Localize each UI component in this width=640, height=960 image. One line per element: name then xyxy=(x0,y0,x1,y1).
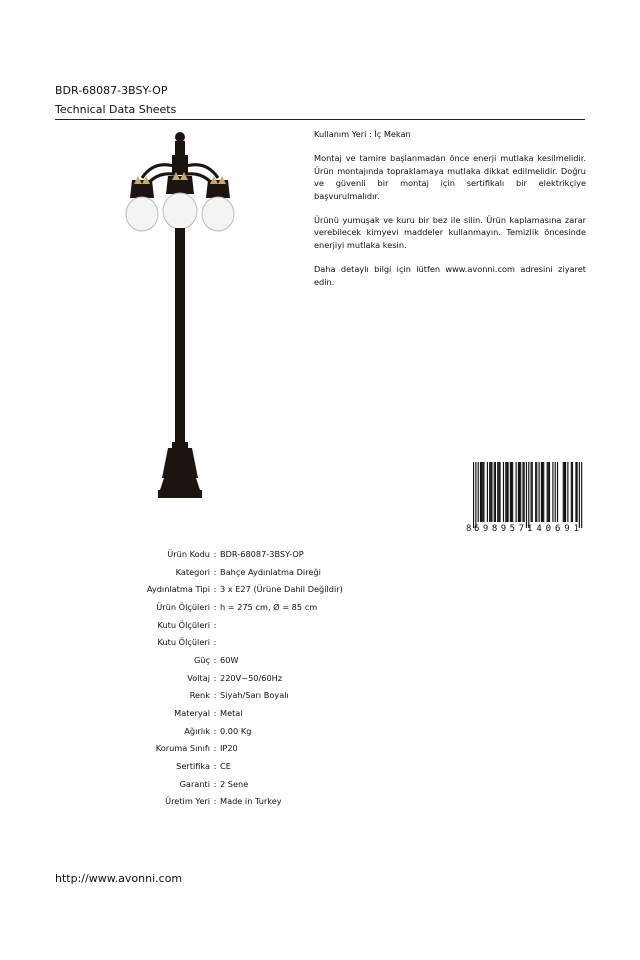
spec-label: Güç xyxy=(193,654,210,665)
barcode-bar xyxy=(508,462,509,522)
header-divider xyxy=(55,119,585,120)
spec-separator: : xyxy=(213,761,217,772)
spec-separator: : xyxy=(213,672,217,683)
barcode-bar xyxy=(491,462,492,522)
usage-location: Kullanım Yeri : İç Mekan xyxy=(314,129,411,139)
barcode-bar xyxy=(581,462,582,528)
barcode-bar xyxy=(506,462,507,522)
barcode-bar xyxy=(552,462,553,522)
barcode-bar xyxy=(511,462,512,522)
spec-label: Voltaj xyxy=(187,672,210,683)
spec-separator: : xyxy=(213,566,217,577)
barcode-bar xyxy=(483,462,484,522)
barcode-bar xyxy=(489,462,490,522)
barcode-bar xyxy=(555,462,556,522)
info-text-block xyxy=(314,128,586,300)
spec-value: Metal xyxy=(220,708,243,719)
spec-value: h = 275 cm, Ø = 85 cm xyxy=(220,601,318,612)
barcode-bar xyxy=(547,462,548,522)
website-paragraph: Daha detaylı bilgi için lütfen www.avonni.com adresini ziyaret edin. xyxy=(314,264,586,287)
spec-row xyxy=(110,704,420,722)
spec-label: Üretim Yeri xyxy=(165,796,210,807)
barcode-bar xyxy=(494,462,495,522)
barcode-bar xyxy=(473,462,474,528)
barcode-bar xyxy=(557,462,558,522)
spec-label: Sertifika xyxy=(176,761,210,772)
spec-value: 0.00 Kg xyxy=(220,725,252,736)
barcode-digit-first: 8 xyxy=(466,524,472,534)
spec-separator: : xyxy=(213,708,217,719)
barcode-bar xyxy=(528,462,529,528)
spec-separator: : xyxy=(213,601,217,612)
spec-value: IP20 xyxy=(220,743,238,754)
lamp-head-left xyxy=(126,176,158,231)
lamp-head-center xyxy=(163,172,197,229)
barcode-bar xyxy=(481,462,482,522)
barcode-bar xyxy=(577,462,578,522)
spec-separator: : xyxy=(213,637,217,648)
barcode-bar xyxy=(503,462,504,522)
spec-separator: : xyxy=(213,690,217,701)
barcode-bar xyxy=(520,462,521,522)
spec-value: Made in Turkey xyxy=(220,796,282,807)
lamp-finial xyxy=(172,132,188,175)
spec-label: Garanti xyxy=(179,778,210,789)
spec-label: Ağırlık xyxy=(184,725,210,736)
spec-row xyxy=(110,633,420,651)
barcode-bar xyxy=(512,462,513,522)
barcode-bar xyxy=(536,462,537,522)
spec-separator: : xyxy=(213,548,217,559)
spec-row xyxy=(110,740,420,758)
barcode-bar xyxy=(543,462,544,522)
barcode-bar xyxy=(516,462,517,522)
spec-row xyxy=(110,598,420,616)
header-product-code: BDR-68087-3BSY-OP xyxy=(55,84,168,97)
barcode-bar xyxy=(539,462,540,522)
spec-value: CE xyxy=(220,761,231,772)
barcode-bar xyxy=(572,462,573,522)
spec-label: Koruma Sınıfı xyxy=(155,743,210,754)
spec-row xyxy=(110,616,420,634)
barcode-digits-right: 140691 xyxy=(527,524,579,534)
footer-website-link[interactable]: http://www.avonni.com xyxy=(55,872,183,885)
spec-row xyxy=(110,651,420,669)
barcode-bar xyxy=(567,462,568,522)
barcode-bar xyxy=(482,462,483,522)
spec-separator: : xyxy=(213,584,217,595)
barcode xyxy=(464,462,584,534)
spec-value: Siyah/Sarı Boyalı xyxy=(220,690,289,701)
barcode-bar xyxy=(541,462,542,522)
barcode-bar xyxy=(498,462,499,522)
spec-row xyxy=(110,775,420,793)
barcode-bar xyxy=(564,462,565,522)
barcode-bar xyxy=(548,462,549,522)
spec-label: Ürün Kodu xyxy=(167,548,210,559)
barcode-bar xyxy=(531,462,532,522)
spec-label: Aydınlatma Tipi xyxy=(146,584,210,595)
spec-value: 60W xyxy=(220,654,239,665)
spec-row xyxy=(110,669,420,687)
barcode-bar xyxy=(542,462,543,522)
spec-label: Materyal xyxy=(174,708,210,719)
barcode-bar xyxy=(535,462,536,522)
spec-value: Bahçe Aydınlatma Direği xyxy=(220,566,321,577)
spec-row xyxy=(110,757,420,775)
barcode-bar xyxy=(519,462,520,522)
spec-separator: : xyxy=(213,619,217,630)
barcode-bar xyxy=(549,462,550,522)
barcode-bar xyxy=(487,462,488,522)
product-image-lamp-post xyxy=(120,128,240,508)
barcode-bar xyxy=(571,462,572,522)
spec-value: BDR-68087-3BSY-OP xyxy=(220,548,304,559)
barcode-bar xyxy=(522,462,523,522)
barcode-bar xyxy=(497,462,498,522)
lamp-base xyxy=(158,442,202,498)
barcode-digits-left: 698957 xyxy=(474,524,524,534)
barcode-bar xyxy=(518,462,519,522)
lamp-head-right xyxy=(202,176,234,231)
spec-table xyxy=(110,545,420,810)
barcode-bar xyxy=(478,462,479,522)
barcode-bar xyxy=(579,462,580,528)
spec-label: Ürün Ölçüleri xyxy=(156,601,210,612)
spec-separator: : xyxy=(213,743,217,754)
barcode-bar xyxy=(505,462,506,522)
spec-row xyxy=(110,545,420,563)
barcode-bar xyxy=(495,462,496,522)
barcode-bar xyxy=(565,462,566,522)
spec-separator: : xyxy=(213,725,217,736)
spec-value: 2 Sene xyxy=(220,778,249,789)
spec-label: Kutu Ölçüleri xyxy=(157,619,210,630)
barcode-bar xyxy=(490,462,491,522)
spec-value: 3 x E27 (Ürüne Dahil Değildir) xyxy=(220,584,343,595)
safety-paragraph: Montaj ve tamire başlanmadan önce enerji mutlaka kesilmelidir. Ürün montajında topraklamaya mutlaka dikkat edilmelidir. Doğru ve güvenli bir montaj için sertifikalı bir elektrikçiye başvurulmalıdır. xyxy=(314,153,586,201)
barcode-bar xyxy=(563,462,564,522)
barcode-bar xyxy=(575,462,576,522)
spec-row xyxy=(110,580,420,598)
spec-row xyxy=(110,563,420,581)
barcode-bar xyxy=(475,462,476,528)
spec-label: Kutu Ölçüleri xyxy=(157,637,210,648)
spec-row xyxy=(110,722,420,740)
header-subtitle: Technical Data Sheets xyxy=(55,103,177,116)
spec-value: 220V~50/60Hz xyxy=(220,672,283,683)
barcode-bars xyxy=(473,462,582,528)
barcode-bar xyxy=(480,462,481,522)
spec-separator: : xyxy=(213,796,217,807)
barcode-bar xyxy=(532,462,533,522)
barcode-bar xyxy=(526,462,527,528)
spec-label: Renk xyxy=(189,690,210,701)
spec-row xyxy=(110,793,420,811)
spec-row xyxy=(110,687,420,705)
cleaning-paragraph: Ürünü yumuşak ve kuru bir bez ile silin. Ürün kaplamasına zarar verebilecek kimyevi maddeler kullanmayın. Temizlik öncesinde enerjiyi mutlaka kesin. xyxy=(314,215,586,250)
barcode-bar xyxy=(524,462,525,522)
lamp-pole xyxy=(175,228,185,448)
spec-label: Kategori xyxy=(175,566,210,577)
spec-separator: : xyxy=(213,654,217,665)
barcode-bar xyxy=(499,462,500,522)
barcode-bar xyxy=(510,462,511,522)
spec-separator: : xyxy=(213,778,217,789)
